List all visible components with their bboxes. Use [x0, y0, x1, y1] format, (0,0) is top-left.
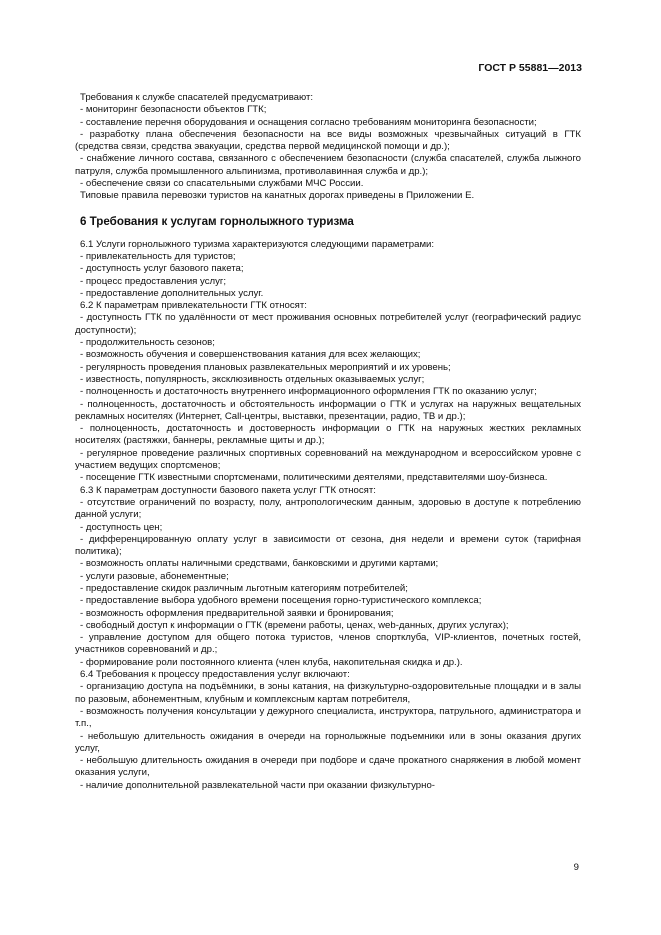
paragraph: - свободный доступ к информации о ГТК (времени работы, ценах, web-данных, других услугах);	[80, 619, 509, 631]
paragraph: - обеспечение связи со спасательными службами МЧС России.	[80, 178, 364, 190]
page-number: 9	[573, 862, 579, 873]
paragraph: - разработку плана обеспечения безопасности на все виды возможных чрезвычайных ситуаций в ГТК (средства связи, средства эвакуации, средства первой медицинской помощи и др.);	[75, 128, 581, 153]
paragraph: - регулярность проведения плановых развлекательных мероприятий и их уровень;	[80, 361, 451, 373]
paragraph: 6.2 К параметрам привлекательности ГТК относят:	[80, 300, 307, 312]
paragraph: - возможность оплаты наличными средствами, банковскими и другими картами;	[80, 558, 439, 570]
paragraph: - организацию доступа на подъёмники, в зоны катания, на физкультурно-оздоровительные площадки и в залы по разовым, абонементным, клубным и комплексным картам потребителя,	[75, 681, 581, 705]
paragraph: - предоставление выбора удобного времени посещения горно-туристического комплекса;	[80, 595, 482, 607]
paragraph: - снабжение личного состава, связанного с обеспечением безопасности (служба спасателей, служба лыжного патруля, служба промышленного альпинизма, противолавинная служба и др.);	[75, 153, 581, 177]
paragraph: 6.4 Требования к процессу предоставления услуг включают:	[80, 669, 350, 681]
paragraph: - продолжительность сезонов;	[80, 337, 215, 349]
paragraph: - мониторинг безопасности объектов ГТК;	[80, 104, 267, 116]
paragraph: - отсутствие ограничений по возрасту, полу, антропологическим данным, здоровью в доступе к потреблению данной услуги;	[75, 496, 581, 521]
paragraph: - небольшую длительность ожидания в очереди на горнолыжные подъемники или в зоны оказания других услуг,	[75, 730, 581, 754]
paragraph: Типовые правила перевозки туристов на канатных дорогах приведены в Приложении Е.	[80, 190, 475, 202]
paragraph: - предоставление дополнительных услуг.	[80, 287, 264, 299]
page-content	[75, 92, 581, 792]
paragraph: 6.3 К параметрам доступности базового пакета услуг ГТК относят:	[80, 484, 376, 496]
paragraph: - полноценность и достаточность внутреннего информационного оформления ГТК по оказанию услуг;	[80, 386, 537, 398]
paragraph: - дифференцированную оплату услуг в зависимости от сезона, дня недели и времени суток (тарифная политика);	[75, 533, 581, 558]
paragraph: - составление перечня оборудования и оснащения согласно требованиям мониторинга безопасности;	[80, 116, 537, 128]
section-5-tail	[75, 92, 581, 203]
paragraph: - доступность услуг базового пакета;	[80, 263, 244, 275]
document-code: ГОСТ Р 55881—2013	[478, 62, 582, 74]
paragraph: - полноценность, достаточность и обстоятельность информации о ГТК и услугах на наружных вещательных рекламных носителях (Интернет, Call-центры, выставки, презентации, радио, ТВ и др.);	[75, 398, 581, 422]
paragraph: - возможность оформления предварительной заявки и бронирования;	[80, 607, 394, 619]
paragraph: - привлекательность для туристов;	[80, 250, 236, 262]
section-heading: 6 Требования к услугам горнолыжного туризма	[80, 214, 354, 228]
paragraph: Требования к службе спасателей предусматривают:	[80, 92, 314, 103]
paragraph: - формирование роли постоянного клиента (член клуба, накопительная скидка и др.).	[80, 656, 463, 668]
paragraph: - доступность ГТК по удалённости от мест проживания основных потребителей услуг (географический радиус доступности);	[75, 312, 581, 336]
paragraph: - посещение ГТК известными спортсменами, политическими деятелями, представителями шоу-бизнеса.	[80, 472, 548, 484]
paragraph: - доступность цен;	[80, 521, 163, 533]
paragraph: - управление доступом для общего потока туристов, членов спортклуба, VIP-клиентов, почетных гостей, участников соревнований и др.;	[75, 632, 581, 656]
paragraph: - полноценность, достаточность и достоверность информации о ГТК на наружных жестких рекламных носителях (растяжки, баннеры, рекламные щиты и др.);	[75, 423, 581, 447]
paragraph: - услуги разовые, абонементные;	[80, 570, 229, 582]
paragraph: - процесс предоставления услуг;	[80, 275, 227, 287]
paragraph: - возможность обучения и совершенствования катания для всех желающих;	[80, 349, 421, 361]
paragraph: - известность, популярность, эксклюзивность отдельных оказываемых услуг;	[80, 373, 425, 385]
paragraph: - небольшую длительность ожидания в очереди при подборе и сдаче прокатного снаряжения в любой момент оказания услуги,	[75, 755, 581, 779]
paragraph: - возможность получения консультации у дежурного специалиста, инструктора, патрульного, администратора и т.п.,	[75, 705, 581, 730]
paragraph: 6.1 Услуги горнолыжного туризма характеризуются следующими параметрами:	[80, 238, 435, 250]
section-6-body	[75, 239, 581, 792]
paragraph: - наличие дополнительной развлекательной части при оказании физкультурно-	[80, 779, 435, 791]
paragraph: - предоставление скидок различным льготным категориям потребителей;	[80, 582, 408, 594]
paragraph: - регулярное проведение различных спортивных соревнований на международном и всероссийском уровне с участием ведущих спортсменов;	[75, 447, 581, 472]
